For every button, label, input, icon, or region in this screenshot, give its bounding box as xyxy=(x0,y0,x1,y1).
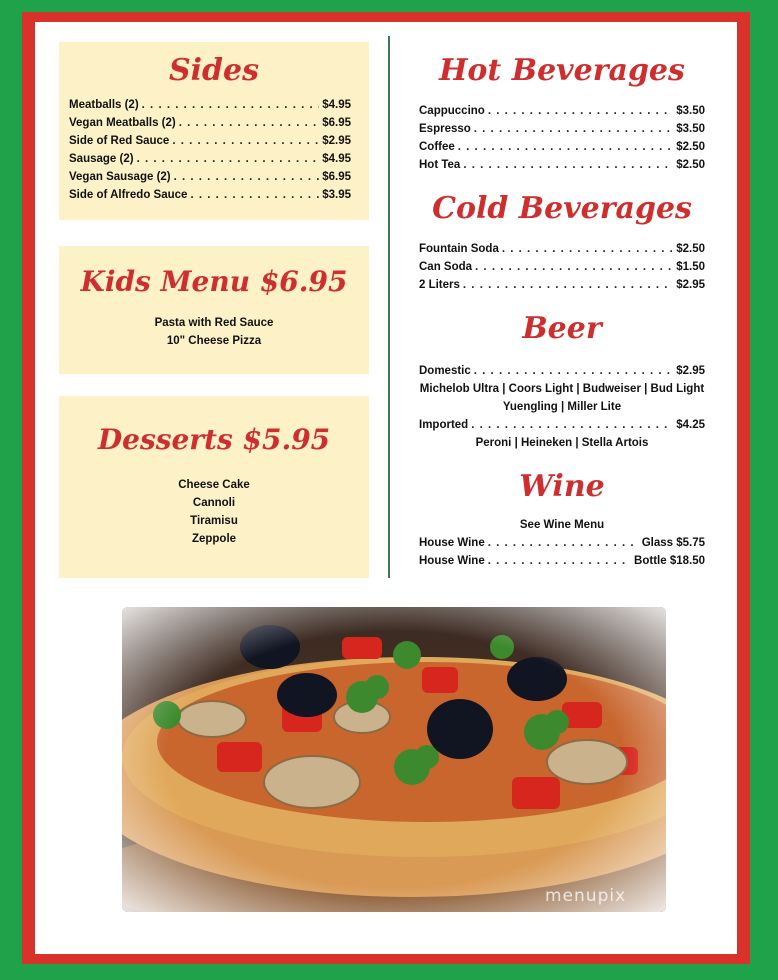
beer-brands: Yuengling | Miller Lite xyxy=(502,401,622,413)
hot-beverages-title: Hot Beverages xyxy=(439,53,685,88)
menu-item: Espresso . . . $3.50 xyxy=(419,120,705,138)
pizza-image xyxy=(122,607,666,912)
menu-item: 2 Liters . . . $2.95 xyxy=(419,276,705,294)
menu-item: Fountain Soda . . . $2.50 xyxy=(419,240,705,258)
right-column xyxy=(419,46,705,570)
list-item: Pasta with Red Sauce xyxy=(154,317,274,329)
wine-title: Wine xyxy=(519,469,605,504)
wine-note: See Wine Menu xyxy=(519,519,605,531)
menu-item: Meatballs (2) . . . $4.95 xyxy=(69,96,351,114)
menu-item: Sausage (2) . . . $4.95 xyxy=(69,150,351,168)
list-item: 10" Cheese Pizza xyxy=(166,335,262,347)
menu-item: Imported . . . $4.25 xyxy=(419,416,705,434)
menu-item: House Wine . . . Bottle $18.50 xyxy=(419,552,705,570)
list-item: Zeppole xyxy=(191,533,237,545)
menu-item: House Wine . . . Glass $5.75 xyxy=(419,534,705,552)
beer-brands: Peroni | Heineken | Stella Artois xyxy=(475,437,649,449)
menu-item: Domestic . . . $2.95 xyxy=(419,362,705,380)
menu-item: Coffee . . . $2.50 xyxy=(419,138,705,156)
pizza-photo xyxy=(122,607,666,912)
kids-menu-box xyxy=(59,246,369,374)
list-item: Cannoli xyxy=(192,497,236,509)
menu-item: Vegan Meatballs (2) . . . $6.95 xyxy=(69,114,351,132)
sides-box xyxy=(59,42,369,220)
cold-beverages-title: Cold Beverages xyxy=(432,191,692,226)
list-item: Tiramisu xyxy=(190,515,238,527)
menu-item: Side of Alfredo Sauce . . . $3.95 xyxy=(69,186,351,204)
column-divider xyxy=(388,36,390,578)
menu-item: Cappuccino . . . $3.50 xyxy=(419,102,705,120)
beer-brands: Michelob Ultra | Coors Light | Budweiser | Bud Light xyxy=(419,383,705,395)
watermark: menupix xyxy=(545,886,627,906)
sides-title: Sides xyxy=(168,53,259,88)
menu-item: Side of Red Sauce . . . $2.95 xyxy=(69,132,351,150)
list-item: Cheese Cake xyxy=(178,479,250,491)
desserts-title: Desserts $5.95 xyxy=(97,423,331,456)
beer-title: Beer xyxy=(522,311,602,346)
menu-item: Hot Tea . . . $2.50 xyxy=(419,156,705,174)
kids-menu-title: Kids Menu $6.95 xyxy=(80,265,348,298)
desserts-box xyxy=(59,396,369,578)
menu-item: Can Soda . . . $1.50 xyxy=(419,258,705,276)
menu-item: Vegan Sausage (2) . . . $6.95 xyxy=(69,168,351,186)
